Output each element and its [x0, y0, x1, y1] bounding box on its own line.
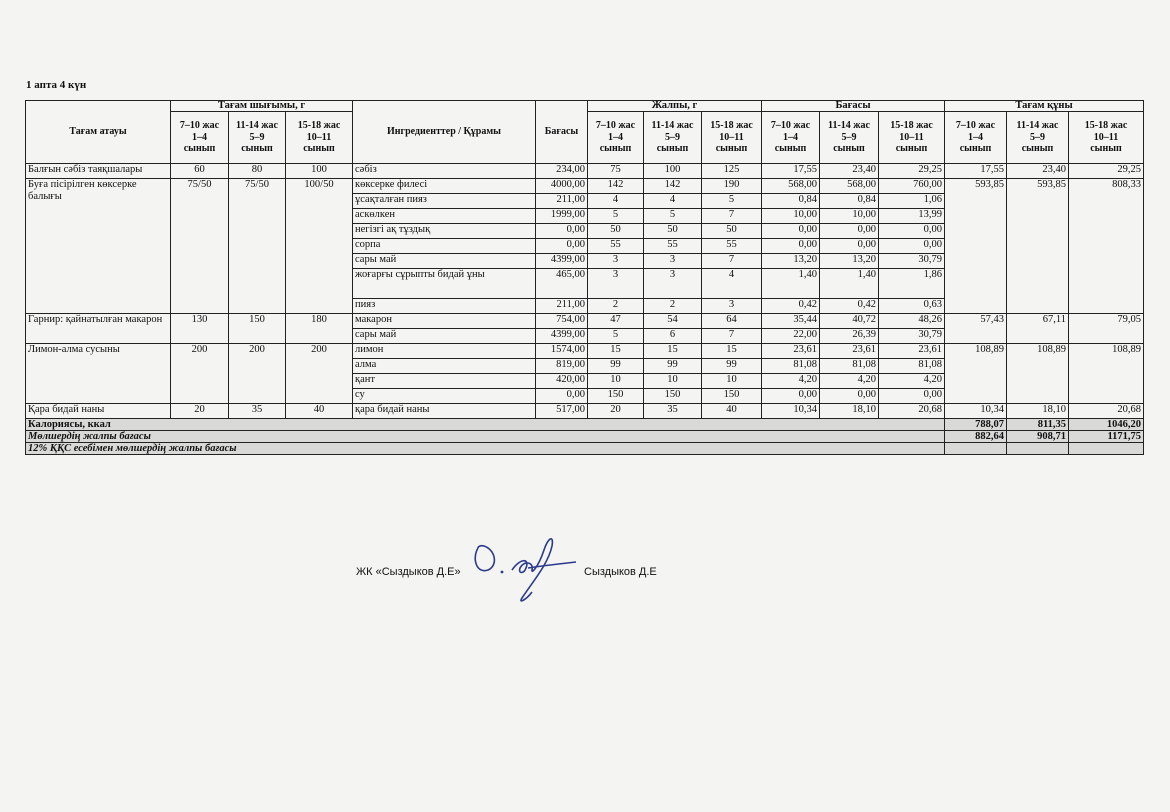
gross-age-2: 54	[644, 314, 702, 329]
day-cost-age-1: 57,43	[945, 314, 1007, 344]
cost-age-3: 48,26	[879, 314, 945, 329]
age-label: сынып	[715, 143, 748, 155]
yield-age-1-header	[171, 112, 229, 164]
day-age-1-header	[945, 112, 1007, 164]
ingredient-price: 211,00	[536, 299, 588, 314]
day-cost-age-2: 18,10	[1007, 404, 1069, 419]
cost-age-1: 0,00	[762, 239, 820, 254]
gross-age-2-header	[644, 112, 702, 164]
age-label: 15-18 жас	[710, 120, 753, 132]
ingredient-price: 1574,00	[536, 344, 588, 359]
gross-age-2: 5	[644, 209, 702, 224]
ingredient-name: жоғарғы сұрыпты бидай ұны	[353, 269, 536, 299]
total-label: Мөлшердің жалпы бағасы	[26, 431, 945, 443]
gross-age-3-header	[702, 112, 762, 164]
vat-total-label: 12% ҚҚС есебімен мөлшердің жалпы бағасы	[26, 443, 945, 455]
gross-age-3: 99	[702, 359, 762, 374]
ingredient-name: ұсақталған пияз	[353, 194, 536, 209]
gross-age-2: 3	[644, 254, 702, 269]
gross-age-3: 50	[702, 224, 762, 239]
ingredient-name: қант	[353, 374, 536, 389]
day-cost-age-3: 29,25	[1069, 164, 1144, 179]
yield-group-header: Тағам шығымы, г	[171, 101, 353, 112]
ingredients-header: Ингредиенттер / Құрамы	[353, 101, 536, 164]
ingredient-price: 0,00	[536, 389, 588, 404]
age-label: 11-14 жас	[828, 120, 870, 132]
gross-age-2: 3	[644, 269, 702, 299]
gross-age-3: 5	[702, 194, 762, 209]
dish-name: Гарнир: қайнатылған макарон	[26, 314, 171, 344]
age-label: 15-18 жас	[297, 120, 341, 132]
dish-header: Тағам атауы	[26, 101, 171, 164]
gross-age-1: 47	[588, 314, 644, 329]
gross-age-2: 150	[644, 389, 702, 404]
gross-age-3: 4	[702, 269, 762, 299]
cost-age-2: 18,10	[820, 404, 879, 419]
yield-age-3: 100/50	[286, 179, 353, 314]
ingredient-price: 517,00	[536, 404, 588, 419]
age-label: 7–10 жас	[179, 120, 220, 132]
cost-age-3: 13,99	[879, 209, 945, 224]
table-row	[26, 164, 1144, 179]
gross-age-1: 99	[588, 359, 644, 374]
yield-age-2: 35	[229, 404, 286, 419]
age-label: 11-14 жас	[651, 120, 694, 132]
cost-age-2: 13,20	[820, 254, 879, 269]
cost-age-2: 0,00	[820, 389, 879, 404]
cost-age-3: 23,61	[879, 344, 945, 359]
cost-age-3: 0,00	[879, 239, 945, 254]
calories-value-1: 788,07	[945, 419, 1007, 431]
age-label: 1–4	[608, 131, 623, 143]
cost-age-3: 4,20	[879, 374, 945, 389]
ingredient-price: 819,00	[536, 359, 588, 374]
age-label: 10–11	[306, 131, 332, 143]
age-label: сынып	[241, 143, 273, 155]
cost-age-1: 1,40	[762, 269, 820, 299]
age-label: 7–10 жас	[595, 120, 636, 132]
cost-age-2: 568,00	[820, 179, 879, 194]
ingredient-price: 4399,00	[536, 254, 588, 269]
cost-age-1: 568,00	[762, 179, 820, 194]
age-label: 5–9	[841, 131, 857, 143]
day-cost-age-3: 20,68	[1069, 404, 1144, 419]
gross-age-3: 55	[702, 239, 762, 254]
cost-age-2: 26,39	[820, 329, 879, 344]
yield-age-2: 75/50	[229, 179, 286, 314]
cost-age-1: 0,00	[762, 389, 820, 404]
age-label: 7–10 жас	[955, 120, 996, 132]
cost-age-1: 0,42	[762, 299, 820, 314]
table-row	[26, 404, 1144, 419]
ingredient-name: пияз	[353, 299, 536, 314]
gross-age-3: 7	[702, 254, 762, 269]
day-cost-age-2: 23,40	[1007, 164, 1069, 179]
gross-age-2: 2	[644, 299, 702, 314]
cost-age-3: 30,79	[879, 254, 945, 269]
day-cost-age-2: 67,11	[1007, 314, 1069, 344]
ingredient-price: 234,00	[536, 164, 588, 179]
gross-age-1: 2	[588, 299, 644, 314]
cost-age-2: 23,40	[820, 164, 879, 179]
gross-age-3: 190	[702, 179, 762, 194]
gross-age-1: 3	[588, 269, 644, 299]
day-cost-age-2: 108,89	[1007, 344, 1069, 404]
yield-age-1: 130	[171, 314, 229, 344]
cost-age-2: 0,00	[820, 239, 879, 254]
ingredient-name: аскөлкен	[353, 209, 536, 224]
table-row	[26, 179, 1144, 194]
yield-age-2: 150	[229, 314, 286, 344]
age-label: 15-18 жас	[890, 120, 933, 132]
ingredient-price: 754,00	[536, 314, 588, 329]
cost-age-1: 17,55	[762, 164, 820, 179]
gross-age-3: 7	[702, 209, 762, 224]
age-label: сынып	[959, 143, 992, 155]
age-label: 10–11	[1093, 131, 1119, 143]
cost-age-3: 1,86	[879, 269, 945, 299]
cost-age-2: 0,42	[820, 299, 879, 314]
cost-age-3-header	[879, 112, 945, 164]
day-age-3-header	[1069, 112, 1144, 164]
calories-label: Калориясы, ккал	[26, 419, 945, 431]
dish-name: Балғын сәбіз таяқшалары	[26, 164, 171, 179]
calories-value-3: 1046,20	[1069, 419, 1144, 431]
age-label: 1–4	[968, 131, 983, 143]
ingredient-name: алма	[353, 359, 536, 374]
cost-age-2: 81,08	[820, 359, 879, 374]
age-label: сынып	[599, 143, 632, 155]
yield-age-2-header	[229, 112, 286, 164]
table-row	[26, 314, 1144, 329]
age-label: сынып	[774, 143, 807, 155]
cost-age-3: 20,68	[879, 404, 945, 419]
age-label: 15-18 жас	[1084, 120, 1128, 132]
gross-age-1: 50	[588, 224, 644, 239]
cost-age-3: 0,63	[879, 299, 945, 314]
age-label: 10–11	[719, 131, 744, 143]
day-cost-age-1: 593,85	[945, 179, 1007, 314]
day-age-2-header	[1007, 112, 1069, 164]
page-title: 1 апта 4 күн	[26, 79, 87, 91]
yield-age-3: 200	[286, 344, 353, 404]
gross-age-2: 10	[644, 374, 702, 389]
gross-age-3: 125	[702, 164, 762, 179]
cost-age-2: 40,72	[820, 314, 879, 329]
gross-age-2: 99	[644, 359, 702, 374]
cost-age-2: 1,40	[820, 269, 879, 299]
gross-age-1: 3	[588, 254, 644, 269]
ingredient-price: 465,00	[536, 269, 588, 299]
day-cost-age-1: 108,89	[945, 344, 1007, 404]
age-label: 1–4	[192, 131, 207, 143]
yield-age-2: 80	[229, 164, 286, 179]
cost-age-3: 81,08	[879, 359, 945, 374]
gross-age-2: 142	[644, 179, 702, 194]
ingredient-name: қара бидай наны	[353, 404, 536, 419]
calories-value-2: 811,35	[1007, 419, 1069, 431]
handwritten-signature	[468, 528, 580, 606]
day-cost-age-2: 593,85	[1007, 179, 1069, 314]
age-label: 7–10 жас	[770, 120, 811, 132]
ingredient-price: 1999,00	[536, 209, 588, 224]
ingredient-name: сары май	[353, 254, 536, 269]
age-label: сынып	[656, 143, 689, 155]
yield-age-1: 20	[171, 404, 229, 419]
gross-age-1: 55	[588, 239, 644, 254]
day-cost-age-1: 17,55	[945, 164, 1007, 179]
day-cost-age-3: 108,89	[1069, 344, 1144, 404]
day-cost-age-3: 79,05	[1069, 314, 1144, 344]
yield-age-1: 200	[171, 344, 229, 404]
day-cost-age-3: 808,33	[1069, 179, 1144, 314]
ingredient-name: лимон	[353, 344, 536, 359]
gross-age-1-header	[588, 112, 644, 164]
gross-age-2: 50	[644, 224, 702, 239]
table-header	[26, 101, 1144, 164]
gross-age-2: 35	[644, 404, 702, 419]
price-header: Бағасы	[536, 101, 588, 164]
age-label: сынып	[1021, 143, 1054, 155]
cost-age-1: 10,34	[762, 404, 820, 419]
yield-age-1: 60	[171, 164, 229, 179]
table-footer	[26, 419, 1144, 455]
ingredient-name: сары май	[353, 329, 536, 344]
table-row	[26, 344, 1144, 359]
signature-name: Сыздыков Д.Е	[584, 566, 657, 578]
ingredient-name: көксерке филесі	[353, 179, 536, 194]
age-label: 5–9	[665, 131, 680, 143]
age-label: 5–9	[1030, 131, 1045, 143]
gross-age-3: 40	[702, 404, 762, 419]
yield-age-2: 200	[229, 344, 286, 404]
menu-table	[25, 100, 1144, 455]
gross-age-3: 15	[702, 344, 762, 359]
ingredient-price: 0,00	[536, 239, 588, 254]
ingredient-price: 4000,00	[536, 179, 588, 194]
ingredient-price: 0,00	[536, 224, 588, 239]
cost-group-header: Бағасы	[762, 101, 945, 112]
cost-age-2: 10,00	[820, 209, 879, 224]
gross-group-header: Жалпы, г	[588, 101, 762, 112]
age-label: 1–4	[783, 131, 798, 143]
cost-age-2: 0,84	[820, 194, 879, 209]
cost-age-1: 10,00	[762, 209, 820, 224]
dish-name: Қара бидай наны	[26, 404, 171, 419]
yield-age-3: 40	[286, 404, 353, 419]
dish-name: Лимон-алма сусыны	[26, 344, 171, 404]
signature-entity: ЖК «Сыздыков Д.Е»	[356, 566, 461, 578]
ingredient-name: сорпа	[353, 239, 536, 254]
cost-age-1: 0,84	[762, 194, 820, 209]
age-label: сынып	[183, 143, 216, 155]
gross-age-1: 142	[588, 179, 644, 194]
age-label: сынып	[895, 143, 928, 155]
vat-total-value-3	[1069, 443, 1144, 455]
cost-age-2-header	[820, 112, 879, 164]
cost-age-3: 0,00	[879, 224, 945, 239]
ingredient-price: 4399,00	[536, 329, 588, 344]
ingredient-name: макарон	[353, 314, 536, 329]
total-value-1: 882,64	[945, 431, 1007, 443]
cost-age-1: 13,20	[762, 254, 820, 269]
cost-age-1: 22,00	[762, 329, 820, 344]
gross-age-1: 150	[588, 389, 644, 404]
gross-age-1: 75	[588, 164, 644, 179]
yield-age-3-header	[286, 112, 353, 164]
total-value-2: 908,71	[1007, 431, 1069, 443]
cost-age-3: 1,06	[879, 194, 945, 209]
cost-age-1: 23,61	[762, 344, 820, 359]
vat-total-value-1	[945, 443, 1007, 455]
cost-age-3: 760,00	[879, 179, 945, 194]
cost-age-2: 4,20	[820, 374, 879, 389]
vat-total-value-2	[1007, 443, 1069, 455]
gross-age-3: 7	[702, 329, 762, 344]
day-cost-age-1: 10,34	[945, 404, 1007, 419]
cost-age-1: 4,20	[762, 374, 820, 389]
ingredient-name: негізгі ақ тұздық	[353, 224, 536, 239]
ingredient-price: 420,00	[536, 374, 588, 389]
gross-age-2: 6	[644, 329, 702, 344]
cost-age-3: 0,00	[879, 389, 945, 404]
age-label: 11-14 жас	[1016, 120, 1059, 132]
total-value-3: 1171,75	[1069, 431, 1144, 443]
age-label: 10–11	[899, 131, 924, 143]
cost-age-3: 29,25	[879, 164, 945, 179]
gross-age-1: 15	[588, 344, 644, 359]
gross-age-2: 4	[644, 194, 702, 209]
day-cost-group-header: Тағам құны	[945, 101, 1144, 112]
gross-age-2: 100	[644, 164, 702, 179]
cost-age-2: 0,00	[820, 224, 879, 239]
cost-age-3: 30,79	[879, 329, 945, 344]
cost-age-1: 0,00	[762, 224, 820, 239]
cost-age-1: 35,44	[762, 314, 820, 329]
gross-age-1: 4	[588, 194, 644, 209]
age-label: сынып	[303, 143, 335, 155]
age-label: сынып	[833, 143, 865, 155]
cost-age-1-header	[762, 112, 820, 164]
gross-age-1: 10	[588, 374, 644, 389]
dish-name: Буға пісірілген көксерке балығы	[26, 179, 171, 314]
cost-age-1: 81,08	[762, 359, 820, 374]
age-label: 5–9	[249, 131, 265, 143]
gross-age-1: 20	[588, 404, 644, 419]
yield-age-1: 75/50	[171, 179, 229, 314]
gross-age-2: 55	[644, 239, 702, 254]
age-label: сынып	[1090, 143, 1122, 155]
yield-age-3: 180	[286, 314, 353, 344]
gross-age-1: 5	[588, 329, 644, 344]
gross-age-3: 64	[702, 314, 762, 329]
gross-age-2: 15	[644, 344, 702, 359]
gross-age-3: 150	[702, 389, 762, 404]
yield-age-3: 100	[286, 164, 353, 179]
gross-age-3: 10	[702, 374, 762, 389]
ingredient-name: су	[353, 389, 536, 404]
gross-age-3: 3	[702, 299, 762, 314]
cost-age-2: 23,61	[820, 344, 879, 359]
age-label: 11-14 жас	[236, 120, 278, 132]
gross-age-1: 5	[588, 209, 644, 224]
ingredient-price: 211,00	[536, 194, 588, 209]
ingredient-name: сәбіз	[353, 164, 536, 179]
